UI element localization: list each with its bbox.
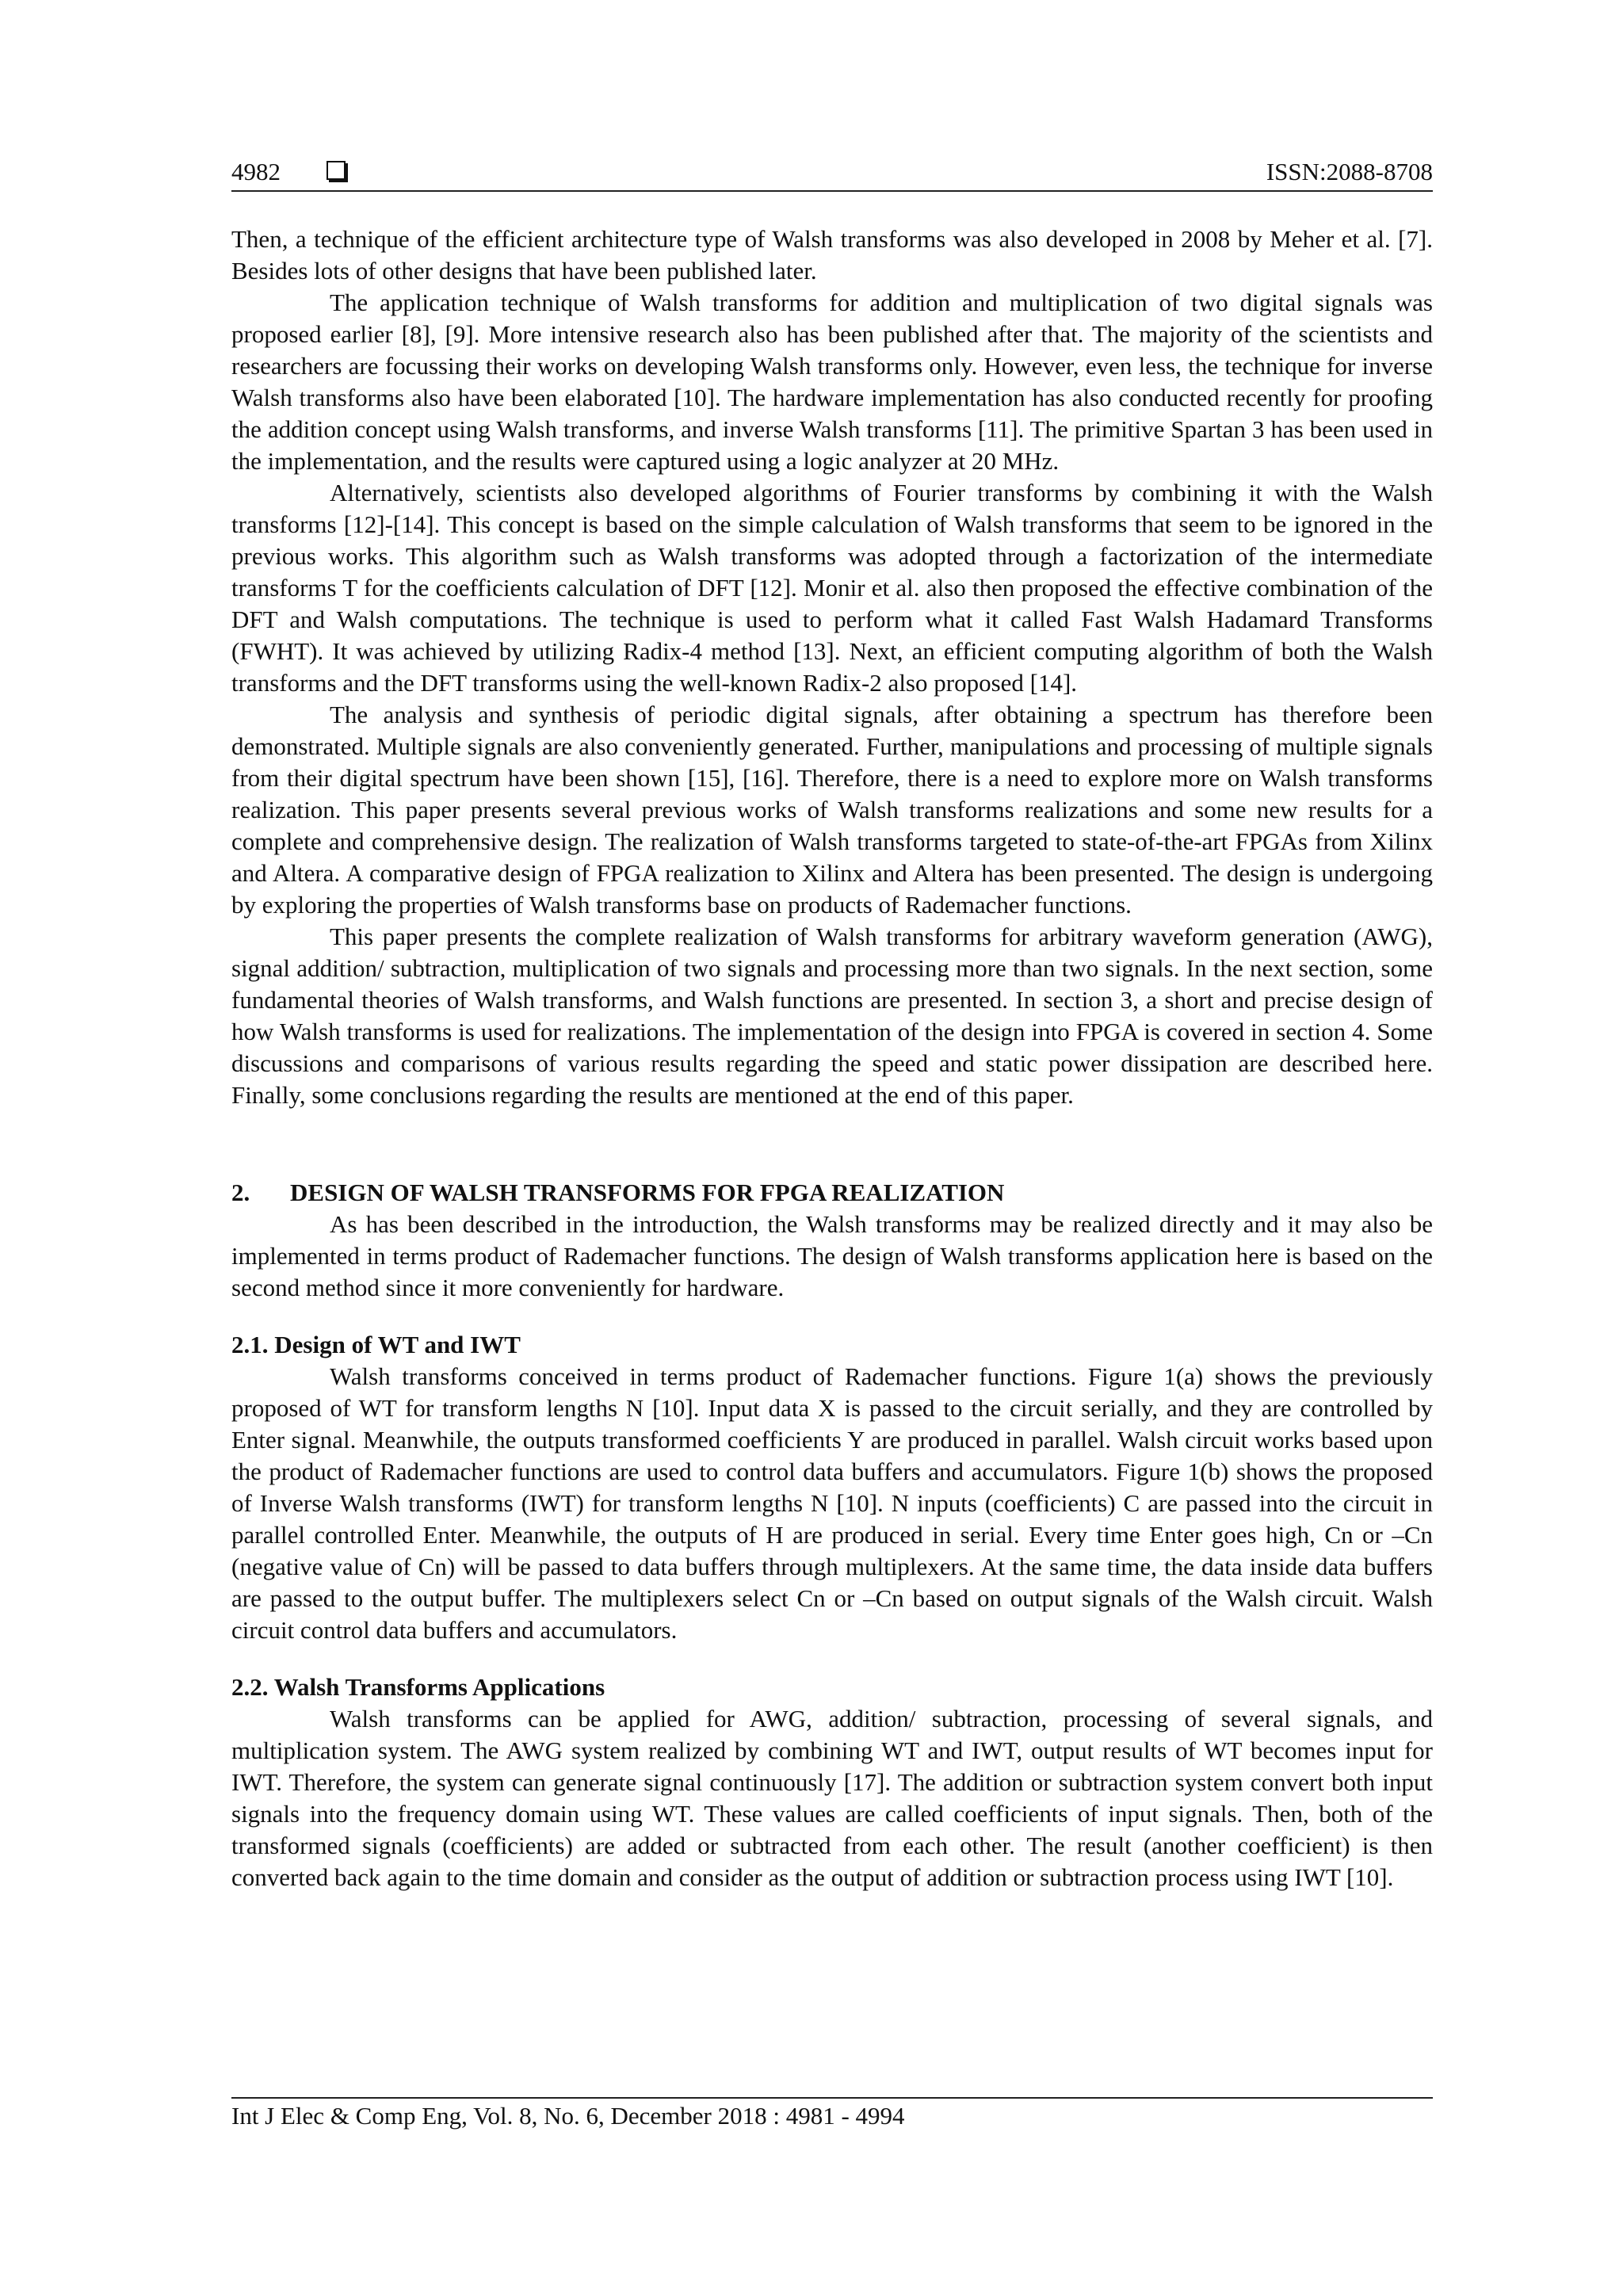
paragraph-2: The application technique of Walsh transforms for addition and multiplication of two digital signals was proposed earlier [8], [9]. More intensive research also has been published after that. The majority of the scientists and researchers are focussing their works on developing Walsh transforms only. However, even less, the technique for inverse Walsh transforms also have been elaborated [10]. The hardware implementation has also conducted recently for proofing the addition concept using Walsh transforms, and inverse Walsh transforms [11]. The primitive Spartan 3 has been used in the implementation, and the results were captured using a logic analyzer at 20 MHz. bbox=[231, 288, 1433, 475]
paragraph-3: Alternatively, scientists also developed algorithms of Fourier transforms by combining it with the Walsh transforms [12]-[14]. This concept is based on the simple calculation of Walsh transforms that seem to be ignored in the previous works. This algorithm such as Walsh transforms was adopted through a factorization of the intermediate transforms T for the coefficients calculation of DFT [12]. Monir et al. also then proposed the effective combination of the DFT and Walsh computations. The technique is used to perform what it called Fast Walsh Hadamard Transforms (FWHT). It was achieved by utilizing Radix-4 method [13]. Next, an efficient computing algorithm of both the Walsh transforms and the DFT transforms using the well-known Radix-2 also proposed [14]. bbox=[231, 479, 1433, 697]
footer-citation: Int J Elec & Comp Eng, Vol. 8, No. 6, December 2018 : 4981 - 4994 bbox=[231, 2102, 905, 2130]
paragraph-5: This paper presents the complete realization of Walsh transforms for arbitrary waveform generation (AWG), signal addition/ subtraction, multiplication of two signals and processing more than two signals. In the next section, some fundamental theories of Walsh transforms, and Walsh functions are presented. In section 3, a short and precise design of how Walsh transforms is used for realizations. The implementation of the design into FPGA is covered in section 4. Some discussions and comparisons of various results regarding the speed and static power dissipation are described here. Finally, some conclusions regarding the results are mentioned at the end of this paper. bbox=[231, 923, 1433, 1109]
section-2-heading bbox=[231, 1177, 1433, 1209]
page-number: 4982 bbox=[231, 158, 281, 185]
issn-label: ISSN:2088-8708 bbox=[1266, 158, 1433, 185]
section-2-intro: As has been described in the introduction, the Walsh transforms may be realized directly and it may also be implemented in terms product of Rademacher functions. The design of Walsh transforms application here is based on the second method since it more conveniently for hardware. bbox=[231, 1210, 1433, 1301]
page-header bbox=[231, 154, 1433, 192]
section-2-1-text: Walsh transforms conceived in terms product of Rademacher functions. Figure 1(a) shows the previously proposed of WT for transform lengths N [10]. Input data X is passed to the circuit serially, and they are controlled by Enter signal. Meanwhile, the outputs transformed coefficients Y are produced in parallel. Walsh circuit works based upon the product of Rademacher functions are used to control data buffers and accumulators. Figure 1(b) shows the proposed of Inverse Walsh transforms (IWT) for transform lengths N [10]. N inputs (coefficients) C are passed into the circuit in parallel controlled Enter. Meanwhile, the outputs of H are produced in serial. Every time Enter goes high, Cn or –Cn (negative value of Cn) will be passed to data buffers through multiplexers. At the same time, the data inside data buffers are passed to the output buffer. The multiplexers select Cn or –Cn based on output signals of the Walsh circuit. Walsh circuit control data buffers and accumulators. bbox=[231, 1362, 1433, 1644]
checkbox-square-icon bbox=[327, 161, 346, 180]
page-footer bbox=[231, 2097, 1433, 2132]
section-2-title: DESIGN OF WALSH TRANSFORMS FOR FPGA REALIZATION bbox=[290, 1179, 1005, 1206]
article-body bbox=[231, 223, 1433, 1893]
section-2-2-heading: 2.2. Walsh Transforms Applications bbox=[231, 1673, 605, 1701]
paragraph-1: Then, a technique of the efficient architecture type of Walsh transforms was also developed in 2008 by Meher et al. [7]. Besides lots of other designs that have been published later. bbox=[231, 225, 1433, 285]
section-2-1-heading: 2.1. Design of WT and IWT bbox=[231, 1331, 521, 1358]
section-2-2-text: Walsh transforms can be applied for AWG, addition/ subtraction, processing of several signals, and multiplication system. The AWG system realized by combining WT and IWT, output results of WT becomes input for IWT. Therefore, the system can generate signal continuously [17]. The addition or subtraction system convert both input signals into the frequency domain using WT. These values are called coefficients of input signals. Then, both of the transformed signals (coefficients) are added or subtracted from each other. The result (another coefficient) is then converted back again to the time domain and consider as the output of addition or subtraction process using IWT [10]. bbox=[231, 1705, 1433, 1891]
section-2-number: 2. bbox=[231, 1179, 250, 1206]
paragraph-4: The analysis and synthesis of periodic digital signals, after obtaining a spectrum has therefore been demonstrated. Multiple signals are also conveniently generated. Further, manipulations and processing of multiple signals from their digital spectrum have been shown [15], [16]. Therefore, there is a need to explore more on Walsh transforms realization. This paper presents several previous works of Walsh transforms realizations and some new results for a complete and comprehensive design. The realization of Walsh transforms targeted to state-of-the-art FPGAs from Xilinx and Altera. A comparative design of FPGA realization to Xilinx and Altera has been presented. The design is undergoing by exploring the properties of Walsh transforms base on products of Rademacher functions. bbox=[231, 701, 1433, 919]
